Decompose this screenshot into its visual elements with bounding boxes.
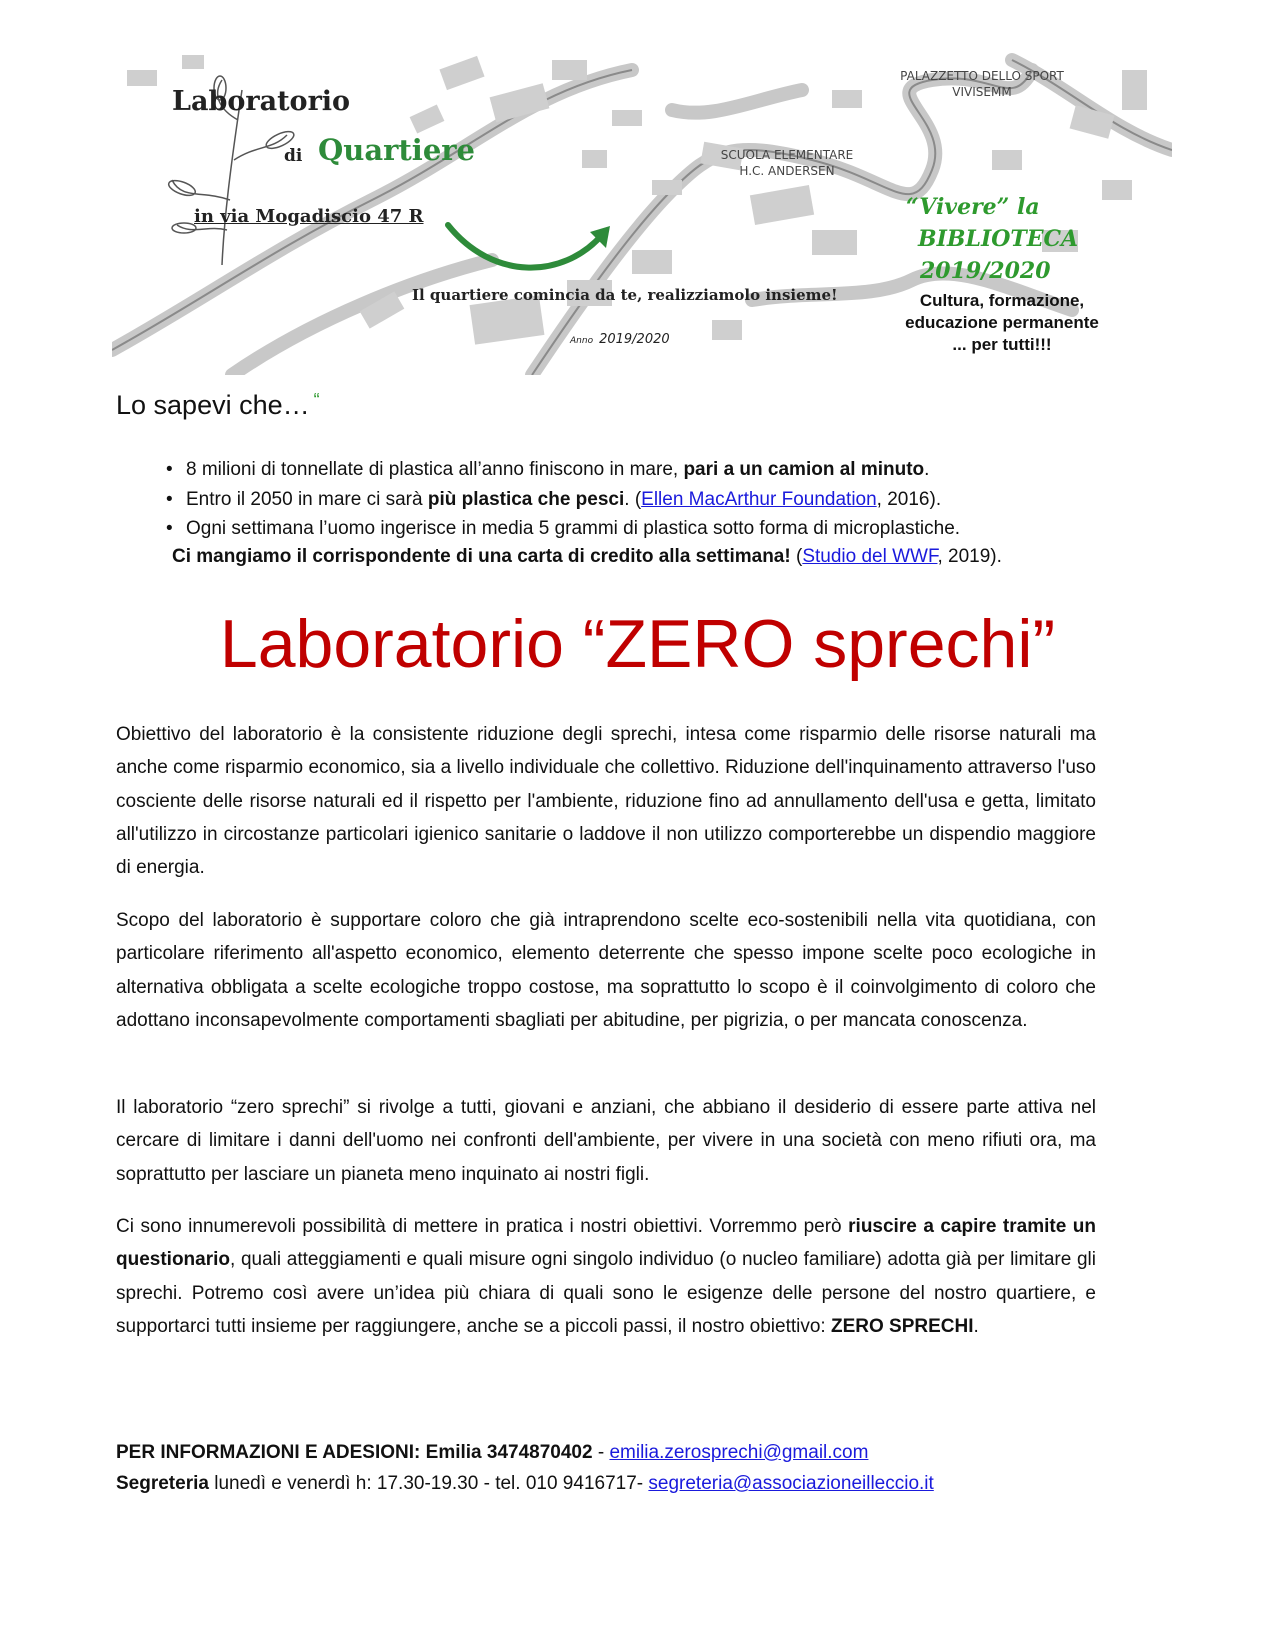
fact4-bold: Ci mangiamo il corrispondente di una carta di credito alla settimana!: [172, 546, 791, 567]
biblioteca-desc-line3: ... per tutti!!!: [952, 335, 1052, 354]
page-title: Laboratorio “ZERO sprechi”: [219, 606, 1056, 682]
email-secretary-link[interactable]: segreteria@associazioneilleccio.it: [648, 1473, 934, 1494]
lab-di: di: [284, 146, 303, 166]
year-prefix: Anno: [570, 336, 594, 346]
info-label: PER INFORMAZIONI E ADESIONI: Emilia 3474870402: [116, 1442, 593, 1463]
map-label-palazzetto-line2: VIVISEMM: [952, 85, 1012, 99]
paragraph-objective: Obiettivo del laboratorio è la consistente riduzione degli sprechi, intesa come risparmio delle risorse naturali ma anche come risparmio economico, sia a livello individuale che collettivo. Riduzione dell'inquinamento attraverso l'uso cosciente delle risorse naturali ed il rispetto per l'ambiente, riduzione fino ad annullamento dell'usa e getta, limitato all'utilizzo in circostanze particolari igienico sanitarie o laddove il non utilizzo comporterebbe un dispendio maggiore di energia.: [116, 724, 1096, 879]
facts-list: [166, 455, 1166, 544]
biblioteca-desc-line2: educazione permanente: [905, 313, 1099, 332]
fact-item: [166, 514, 1166, 544]
fact2-end: , 2016).: [876, 488, 942, 510]
footer-contact: [116, 1438, 1116, 1468]
paragraph-audience: Il laboratorio “zero sprechi” si rivolge a tutti, giovani e anziani, che abbiano il desiderio di essere parte attiva nel cercare di limitare i danni dell'uomo nei confronti dell'ambiente, per vivere in una società con meno rifiuti ora, ma soprattutto per lasciare un pianeta meno inquinato ai nostri figli.: [116, 1097, 1096, 1185]
fact-item: [166, 455, 1166, 485]
fact2-text: Entro il 2050 in mare ci sarà: [186, 488, 428, 510]
map-label-scuola: [687, 147, 887, 179]
map-label-scuola-line1: SCUOLA ELEMENTARE: [720, 148, 854, 162]
p4-end: .: [973, 1315, 979, 1337]
fact1-bold: pari a un camion al minuto: [683, 459, 925, 480]
fact1-end: .: [924, 459, 930, 480]
p4-text-a: Ci sono innumerevoli possibilità di mettere in pratica i nostri obiettivi. Vorremmo però: [116, 1216, 849, 1237]
header-banner: [112, 50, 1172, 375]
year-value: 2019/2020: [599, 332, 670, 347]
fact4-end: , 2019).: [937, 546, 1002, 567]
lab-address: in via Mogadiscio 47 R: [194, 206, 424, 227]
footer-separator: -: [592, 1442, 610, 1463]
ellen-macarthur-link[interactable]: Ellen MacArthur Foundation: [641, 488, 877, 510]
fact4-mid: (: [790, 546, 803, 567]
lab-title: Laboratorio: [172, 86, 351, 117]
quote-mark: “: [313, 390, 320, 410]
biblioteca-description: [857, 290, 1147, 356]
p4-text-b: , quali atteggiamenti e quali misure ogni singolo individuo (o nucleo familiare) adotta già per limitare gli sprechi. Potremo così avere un’idea più chiara di quali sono le esigenze delle persone del nostro quartiere, e supportarci tutti insieme per raggiungere, anche se a piccoli passi, il nostro obiettivo:: [116, 1249, 1096, 1337]
secretary-text: lunedì e venerdì h: 17.30-19.30 - tel. 010 9416717-: [208, 1473, 649, 1494]
map-label-palazzetto-line1: PALAZZETTO DELLO SPORT: [900, 69, 1064, 83]
wwf-study-link[interactable]: Studio del WWF: [802, 546, 938, 567]
fact2-mid: . (: [624, 488, 642, 510]
email-emilia-link[interactable]: emilia.zerosprechi@gmail.com: [609, 1442, 869, 1463]
secretary-label: Segreteria: [116, 1473, 209, 1494]
fact2-bold: più plastica che pesci: [427, 488, 625, 510]
biblioteca-line1: “Vivere” la: [906, 194, 1040, 220]
map-label-scuola-line2: H.C. ANDERSEN: [739, 164, 835, 178]
fact-item: [166, 485, 1166, 515]
lab-quartiere: Quartiere: [318, 133, 476, 167]
map-label-palazzetto: [867, 68, 1097, 100]
p4-bold: riuscire a capire tramite un questionario: [116, 1216, 1096, 1271]
lab-year: [570, 332, 670, 347]
footer-secretary: [116, 1469, 1116, 1499]
intro-heading-text: Lo sapevi che…: [116, 390, 310, 420]
fact1-text: 8 milioni di tonnellate di plastica all’anno finiscono in mare,: [186, 459, 684, 480]
biblioteca-line2: BIBLIOTECA: [918, 226, 1079, 252]
paragraph-questionnaire: [116, 1210, 1096, 1343]
lab-slogan: Il quartiere comincia da te, realizziamolo insieme!: [412, 286, 838, 304]
fact3-text: Ogni settimana l’uomo ingerisce in media 5 grammi di plastica sotto forma di microplastiche.: [186, 518, 961, 539]
intro-heading: [116, 390, 320, 421]
biblioteca-line3: 2019/2020: [920, 258, 1051, 284]
fact4-line: [172, 542, 1002, 571]
p4-end-bold: ZERO SPRECHI: [831, 1315, 974, 1337]
biblioteca-desc-line1: Cultura, formazione,: [919, 291, 1085, 310]
paragraph-scope: Scopo del laboratorio è supportare coloro che già intraprendono scelte eco-sostenibili nella vita quotidiana, con particolare riferimento all'aspetto economico, elemento deterrente che spesso impone scelte poco ecologiche in alternativa obbligata a scelte ecologiche troppo costose, ma soprattutto lo scopo è il coinvolgimento di coloro che adottano inconsapevolmente comportamenti sbagliati per abitudine, per pigrizia, o per mancata conoscenza.: [116, 910, 1096, 1031]
